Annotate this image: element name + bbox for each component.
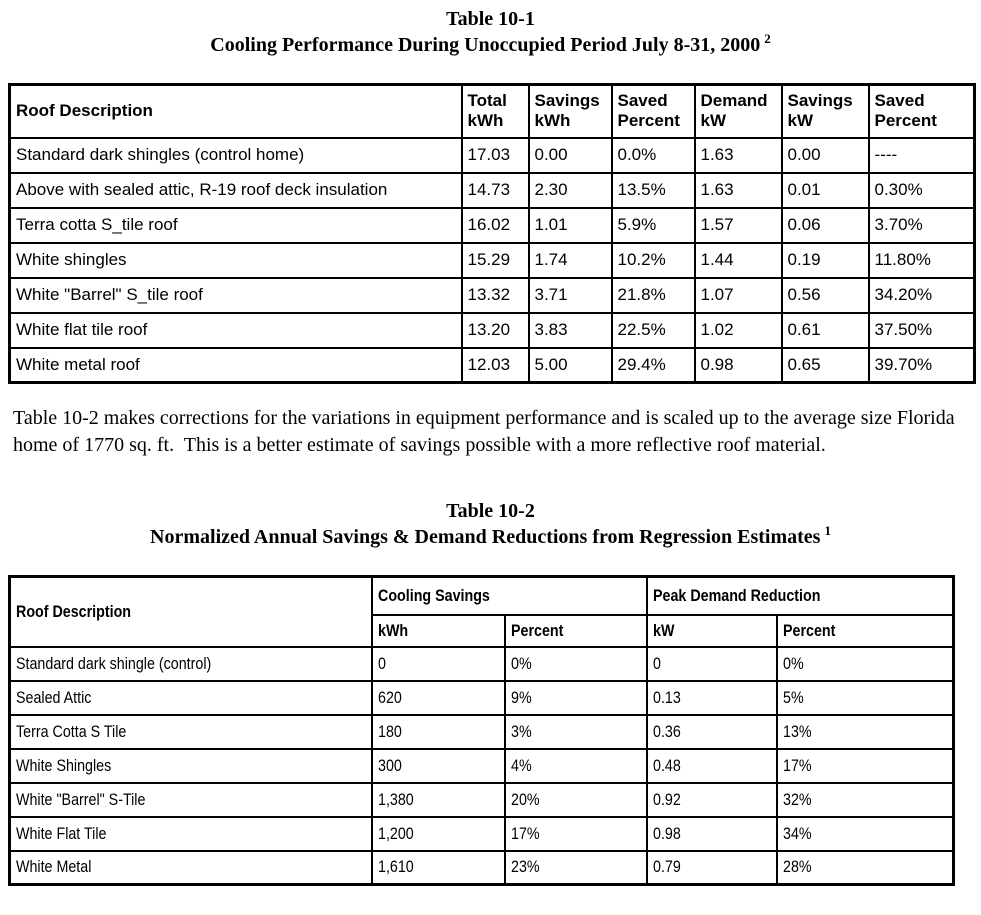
cell-text: 28% (782, 857, 812, 877)
body-paragraph: Table 10-2 makes corrections for the variations in equipment performance and is scaled up to the average size Florida home of 1770 sq. ft. This is a better estimate of savings possible with a more reflective roof material. (13, 407, 960, 456)
roof-description-cell (10, 817, 372, 851)
footnote-marker: 1 (824, 523, 831, 539)
value-cell: 15.29 (462, 243, 529, 278)
value-cell (647, 647, 777, 681)
value-cell (372, 647, 505, 681)
value-cell: 3.70% (869, 208, 975, 243)
value-cell: 0.00 (782, 138, 869, 173)
value-cell: 3.71 (529, 278, 612, 313)
cell-text: 13% (782, 721, 812, 741)
value-cell: 37.50% (869, 313, 975, 348)
table-row (10, 348, 975, 383)
cell-text: Standard dark shingle (control) (16, 653, 212, 673)
table2-subtitle (0, 524, 981, 550)
cell-text: 0% (510, 653, 532, 673)
value-cell (505, 817, 647, 851)
column-header-label: Percent (510, 620, 563, 640)
roof-description-cell (10, 647, 372, 681)
table-row (10, 243, 975, 278)
column-header: Savings kW (782, 85, 869, 138)
value-cell: 1.07 (695, 278, 782, 313)
cell-text: 0% (782, 653, 804, 673)
column-header: Roof Description (10, 85, 462, 138)
cell-text: 0 (377, 653, 386, 673)
value-cell: 1.01 (529, 208, 612, 243)
roof-description-cell (10, 851, 372, 885)
cell-text: 1,610 (377, 857, 414, 877)
table-row (10, 749, 954, 783)
column-header-label: Percent (782, 620, 835, 640)
cell-text: 17% (782, 755, 812, 775)
value-cell: 1.74 (529, 243, 612, 278)
value-cell: 1.63 (695, 173, 782, 208)
table-row (10, 208, 975, 243)
value-cell (777, 817, 954, 851)
value-cell (647, 715, 777, 749)
value-cell: 0.65 (782, 348, 869, 383)
value-cell (647, 817, 777, 851)
value-cell: 0.19 (782, 243, 869, 278)
table-row (10, 851, 954, 885)
column-header: Saved Percent (612, 85, 695, 138)
value-cell: 17.03 (462, 138, 529, 173)
value-cell (777, 783, 954, 817)
cell-text: White Shingles (16, 755, 112, 775)
value-cell: 0.00 (529, 138, 612, 173)
table1-header-row (10, 85, 975, 138)
column-header: Saved Percent (869, 85, 975, 138)
table1-title: Table 10-1 (446, 8, 535, 30)
value-cell: 16.02 (462, 208, 529, 243)
value-cell (777, 681, 954, 715)
cell-text: 20% (510, 789, 540, 809)
value-cell (372, 817, 505, 851)
value-cell (372, 681, 505, 715)
value-cell: 13.5% (612, 173, 695, 208)
value-cell (647, 851, 777, 885)
roof-description-cell (10, 681, 372, 715)
value-cell (505, 783, 647, 817)
cell-text: 1,200 (377, 823, 414, 843)
footnote-marker: 2 (764, 31, 771, 47)
table-row (10, 138, 975, 173)
column-header: Demand kW (695, 85, 782, 138)
value-cell: 1.57 (695, 208, 782, 243)
cell-text: 23% (510, 857, 540, 877)
value-cell (777, 851, 954, 885)
value-cell (505, 715, 647, 749)
table1-subtitle-text: Cooling Performance During Unoccupied Period July 8-31, 2000 (210, 34, 761, 56)
table-row (10, 817, 954, 851)
value-cell (372, 783, 505, 817)
value-cell: 0.30% (869, 173, 975, 208)
column-header-label: kWh (377, 620, 408, 640)
cell-text: 0.36 (652, 721, 681, 741)
roof-description-cell: White flat tile roof (10, 313, 462, 348)
cell-text: 32% (782, 789, 812, 809)
value-cell (372, 715, 505, 749)
value-cell: 1.02 (695, 313, 782, 348)
value-cell: 0.98 (695, 348, 782, 383)
table2-subtitle-text: Normalized Annual Savings & Demand Reductions from Regression Estimates (150, 526, 821, 548)
cell-text: 34% (782, 823, 812, 843)
table2-group-header-row (10, 577, 954, 615)
column-header-label: Roof Description (16, 601, 132, 621)
value-cell: 0.06 (782, 208, 869, 243)
column-header (777, 615, 954, 647)
value-cell: 1.44 (695, 243, 782, 278)
roof-description-cell: Terra cotta S_tile roof (10, 208, 462, 243)
value-cell: 5.9% (612, 208, 695, 243)
roof-description-cell: Above with sealed attic, R-19 roof deck insulation (10, 173, 462, 208)
value-cell: 1.63 (695, 138, 782, 173)
cell-text: 0.48 (652, 755, 681, 775)
roof-description-cell (10, 715, 372, 749)
value-cell (777, 647, 954, 681)
cell-text: 4% (510, 755, 532, 775)
roof-description-cell: White "Barrel" S_tile roof (10, 278, 462, 313)
table-row (10, 173, 975, 208)
cell-text: 0.92 (652, 789, 681, 809)
cell-text: 3% (510, 721, 532, 741)
value-cell: 13.20 (462, 313, 529, 348)
value-cell (505, 681, 647, 715)
cell-text: 9% (510, 687, 532, 707)
cell-text: 0.13 (652, 687, 681, 707)
value-cell: 12.03 (462, 348, 529, 383)
value-cell: 0.01 (782, 173, 869, 208)
value-cell (777, 715, 954, 749)
value-cell: 22.5% (612, 313, 695, 348)
table1-subtitle (0, 32, 981, 58)
value-cell: 0.0% (612, 138, 695, 173)
table-row (10, 681, 954, 715)
table-row (10, 647, 954, 681)
column-group-header (372, 577, 647, 615)
value-cell (777, 749, 954, 783)
cell-text: 300 (377, 755, 402, 775)
value-cell (505, 851, 647, 885)
value-cell: 5.00 (529, 348, 612, 383)
table-row (10, 313, 975, 348)
table2-title-block (0, 498, 981, 550)
value-cell: 29.4% (612, 348, 695, 383)
table2-title: Table 10-2 (446, 500, 535, 522)
value-cell: 21.8% (612, 278, 695, 313)
value-cell (372, 749, 505, 783)
cell-text: Terra Cotta S Tile (16, 721, 127, 741)
cell-text: 5% (782, 687, 804, 707)
table-row (10, 783, 954, 817)
column-header-label: Cooling Savings (377, 585, 490, 605)
value-cell: 11.80% (869, 243, 975, 278)
value-cell (505, 647, 647, 681)
cell-text: 17% (510, 823, 540, 843)
cell-text: 0.98 (652, 823, 681, 843)
column-header (647, 615, 777, 647)
roof-description-cell: White metal roof (10, 348, 462, 383)
value-cell: 14.73 (462, 173, 529, 208)
cell-text: 180 (377, 721, 402, 741)
value-cell: 0.56 (782, 278, 869, 313)
column-header: Total kWh (462, 85, 529, 138)
roof-description-cell (10, 749, 372, 783)
value-cell: 3.83 (529, 313, 612, 348)
value-cell: 10.2% (612, 243, 695, 278)
column-header (372, 615, 505, 647)
value-cell: 2.30 (529, 173, 612, 208)
cell-text: Sealed Attic (16, 687, 92, 707)
value-cell: 0.61 (782, 313, 869, 348)
roof-description-cell: Standard dark shingles (control home) (10, 138, 462, 173)
table-row (10, 278, 975, 313)
value-cell: 39.70% (869, 348, 975, 383)
column-header-label: kW (652, 620, 674, 640)
value-cell (505, 749, 647, 783)
cell-text: 1,380 (377, 789, 414, 809)
table-row (10, 715, 954, 749)
roof-description-cell: White shingles (10, 243, 462, 278)
cell-text: 0 (652, 653, 661, 673)
cell-text: White Metal (16, 857, 92, 877)
column-header-label: Peak Demand Reduction (652, 585, 820, 605)
column-header (10, 577, 372, 647)
cell-text: White "Barrel" S-Tile (16, 789, 146, 809)
table1-cooling-performance (8, 83, 976, 384)
column-header (505, 615, 647, 647)
table1-title-block (0, 0, 981, 58)
table2-normalized-savings (8, 575, 955, 886)
value-cell: ---- (869, 138, 975, 173)
value-cell (647, 681, 777, 715)
roof-description-cell (10, 783, 372, 817)
value-cell (647, 783, 777, 817)
value-cell (647, 749, 777, 783)
cell-text: 620 (377, 687, 402, 707)
column-group-header (647, 577, 954, 615)
value-cell: 13.32 (462, 278, 529, 313)
value-cell: 34.20% (869, 278, 975, 313)
cell-text: White Flat Tile (16, 823, 107, 843)
value-cell (372, 851, 505, 885)
cell-text: 0.79 (652, 857, 681, 877)
column-header: Savings kWh (529, 85, 612, 138)
